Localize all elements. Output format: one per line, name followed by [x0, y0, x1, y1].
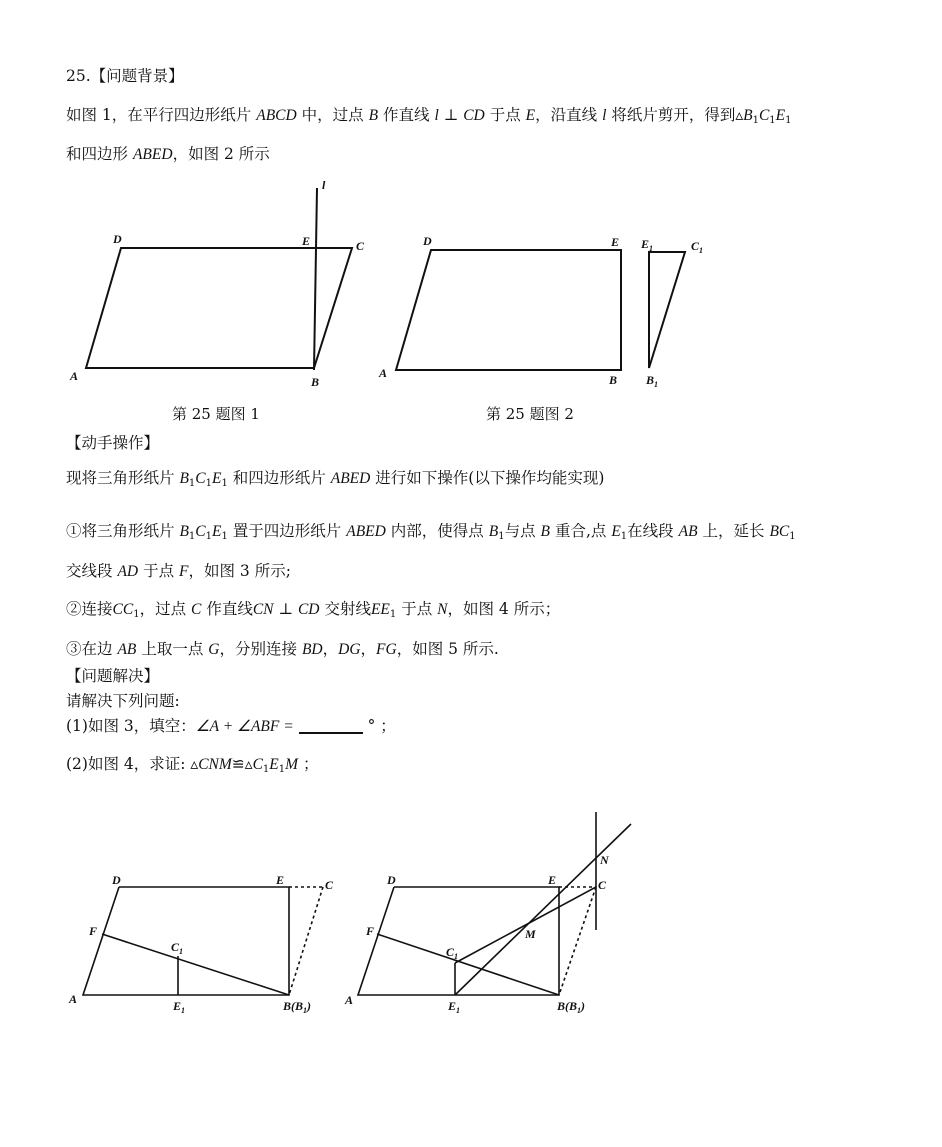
fig4-label-M: M — [525, 927, 536, 941]
fig4-label-D: D — [387, 873, 396, 887]
operation-heading: 【动手操作】 — [66, 434, 160, 452]
problem-heading: 25.【问题背景】 — [66, 67, 184, 85]
question-1: (1)如图 3，填空：∠A + ∠ABF = ° ； — [66, 717, 396, 735]
fig3-quadrilateral — [83, 887, 289, 995]
fig2-label-A: A — [379, 366, 388, 380]
fig3-label-E1: $E_1$ — [173, 999, 186, 1015]
fig1-label-D: D — [113, 232, 122, 246]
step-1-line-1: ①将三角形纸片 $B_1C_1E_1$ 置于四边形纸片 ABED 内部，使得点 $B_1$与点 B 重合,点 $E_1$在线段 AB 上，延长 $BC_1$ — [66, 522, 796, 542]
fig2-triangle — [649, 252, 685, 368]
fig2-quadrilateral — [396, 250, 621, 370]
fig4-ray-E1E — [455, 824, 631, 995]
fig2-label-E: E — [611, 235, 620, 249]
operation-intro: 现将三角形纸片 $B_1C_1E_1$ 和四边形纸片 ABED 进行如下操作(以下操作均能实现) — [66, 469, 605, 489]
fig2-label-B: B — [609, 373, 618, 387]
fig2-label-E1: $E_1$ — [641, 237, 654, 253]
fig3-line-BF — [102, 934, 289, 995]
fig1-parallelogram — [86, 248, 352, 368]
fig4-label-E1: $E_1$ — [448, 999, 461, 1015]
fig3-label-C: C — [325, 878, 334, 892]
step-3: ③在边 AB 上取一点 G，分别连接 BD，DG，FG，如图 5 所示. — [66, 640, 499, 658]
fig1-label-l: l — [322, 178, 326, 192]
fig4-label-N: N — [600, 853, 609, 867]
figure-1 — [86, 188, 352, 370]
background-line-1: 如图 1，在平行四边形纸片 ABCD 中，过点 B 作直线 l ⊥ CD 于点 E，沿直线 l 将纸片剪开，得到$▵B_1C_1E_1$ — [66, 106, 792, 126]
fig1-label-E: E — [302, 234, 311, 248]
fig2-label-D: D — [423, 234, 432, 248]
answer-blank[interactable] — [299, 718, 363, 734]
fig4-quadrilateral — [358, 887, 559, 995]
fig4-label-C1: $C_1$ — [446, 945, 459, 961]
fig4-line-CC1 — [455, 887, 596, 963]
fig4-label-F: F — [366, 924, 375, 938]
fig2-caption: 第 25 题图 2 — [486, 405, 574, 423]
background-line-2: 和四边形 ABED，如图 2 所示 — [66, 145, 270, 163]
step-2: ②连接$CC_1$，过点 C 作直线CN ⊥ CD 交射线$EE_1$ 于点 N，如图 4 所示； — [66, 600, 561, 620]
fig1-line-l — [314, 188, 317, 370]
figure-3 — [83, 887, 323, 995]
solve-intro: 请解决下列问题: — [66, 692, 180, 710]
step-1-line-2: 交线段 AD 于点 F，如图 3 所示; — [66, 562, 291, 580]
fig4-line-BF — [377, 934, 559, 995]
fig4-label-C: C — [598, 878, 607, 892]
fig3-label-F: F — [89, 924, 98, 938]
fig1-label-B: B — [311, 375, 320, 389]
solve-heading: 【问题解决】 — [66, 667, 160, 685]
fig1-label-C: C — [356, 239, 365, 253]
fig2-label-B1: $B_1$ — [646, 373, 659, 389]
question-2: (2)如图 4，求证: $▵CNM≌▵C_1E_1M$ ； — [66, 755, 319, 775]
fig3-label-A: A — [69, 992, 78, 1006]
fig3-label-E: E — [276, 873, 285, 887]
fig1-label-A: A — [70, 369, 79, 383]
fig3-label-C1: $C_1$ — [171, 940, 184, 956]
fig3-label-D: D — [112, 873, 121, 887]
fig3-label-B: $B(B_1)$ — [283, 999, 312, 1015]
fig3-dash-CB — [289, 887, 323, 995]
figure-2 — [396, 250, 685, 370]
figure-4 — [358, 812, 631, 995]
fig1-caption: 第 25 题图 1 — [172, 405, 260, 423]
fig4-label-B: $B(B_1)$ — [557, 999, 586, 1015]
fig4-label-E: E — [548, 873, 557, 887]
fig4-label-A: A — [345, 993, 354, 1007]
fig2-label-C1: $C_1$ — [691, 239, 704, 255]
